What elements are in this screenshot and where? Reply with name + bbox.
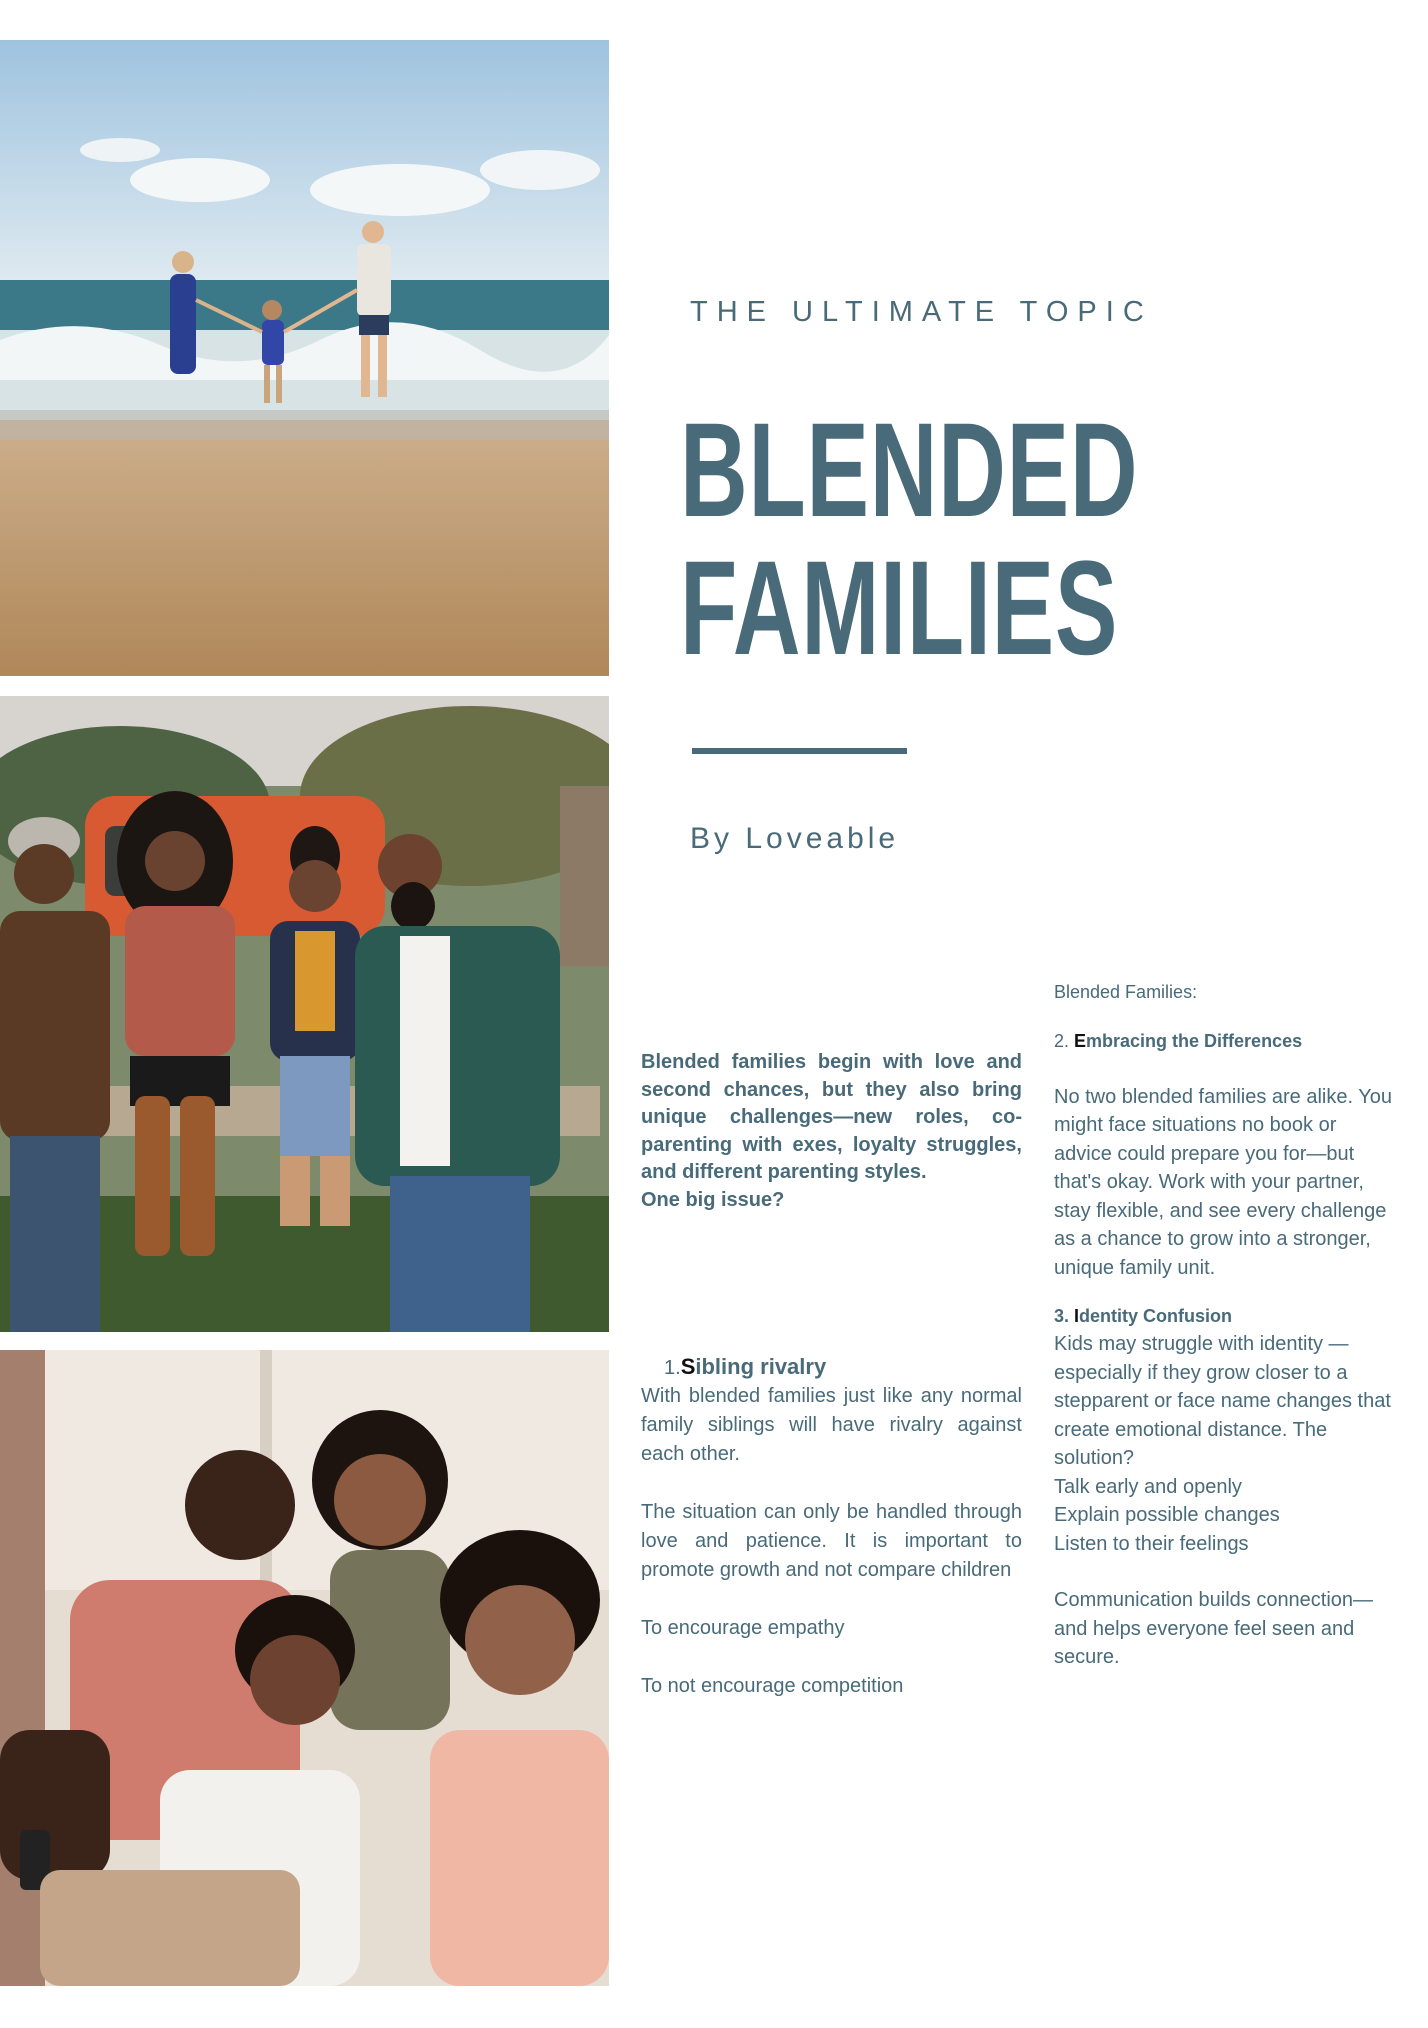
title-line-1: BLENDED [680,396,1139,545]
section-heading [664,1353,1022,1382]
heading-text: ibling rivalry [695,1354,827,1379]
kicker-text: THE ULTIMATE TOPIC [690,296,1153,328]
heading-initial: S [680,1354,696,1379]
section-number: 1. [664,1357,681,1379]
paragraph: With blended families just like any normal family siblings will have rivalry against each other. [641,1385,1022,1465]
divider-rule [692,748,907,754]
page-title [680,396,1139,683]
paragraph: The situation can only be handled through love and patience. It is important to promote growth and not compare children [641,1501,1022,1581]
family-couch-photo [0,1350,609,1986]
column-label: Blended Families: [1054,982,1198,1002]
intro-question: One big issue? [641,1188,785,1211]
tip-item: Listen to their feelings [1054,1532,1249,1555]
paragraph: No two blended families are alike. You might face situations no book or advice could prepare you for—but that's okay. Work with your partner, stay flexible, and see every challenge as a chance to grow into a stronger, unique family unit. [1054,1085,1392,1279]
section-number: 2. [1054,1030,1075,1051]
tip-item: Talk early and openly [1054,1475,1242,1498]
section-heading [1054,1027,1399,1055]
paragraph: To encourage empathy [641,1617,845,1639]
paragraph: Communication builds connection—and helps everyone feel seen and secure. [1054,1589,1374,1668]
paragraph: Kids may struggle with identity —especially if they grow closer to a stepparent or face name changes that create emotional distance. The solution? [1054,1333,1391,1469]
tip-item: Explain possible changes [1054,1504,1280,1526]
heading-initial: E [1074,1030,1087,1051]
byline: By Loveable [690,822,900,855]
section-sibling-rivalry [641,1353,1022,1701]
intro-paragraph: Blended families begin with love and second chances, but they also bring unique challenges—new roles, co-parenting with exes, loyalty struggles, and different parenting styles. [641,1051,1022,1183]
heading-text: dentity Confusion [1079,1306,1233,1326]
title-line-2: FAMILIES [680,534,1119,683]
section-heading [1054,1302,1399,1330]
right-column [1054,978,1399,1672]
heading-initial: I [1074,1306,1080,1326]
intro-block [641,1049,1022,1214]
heading-text: mbracing the Differences [1086,1030,1303,1051]
beach-family-photo [0,40,609,676]
paragraph: To not encourage competition [641,1675,904,1697]
family-truck-photo [0,696,609,1332]
section-number: 3. [1054,1306,1075,1326]
